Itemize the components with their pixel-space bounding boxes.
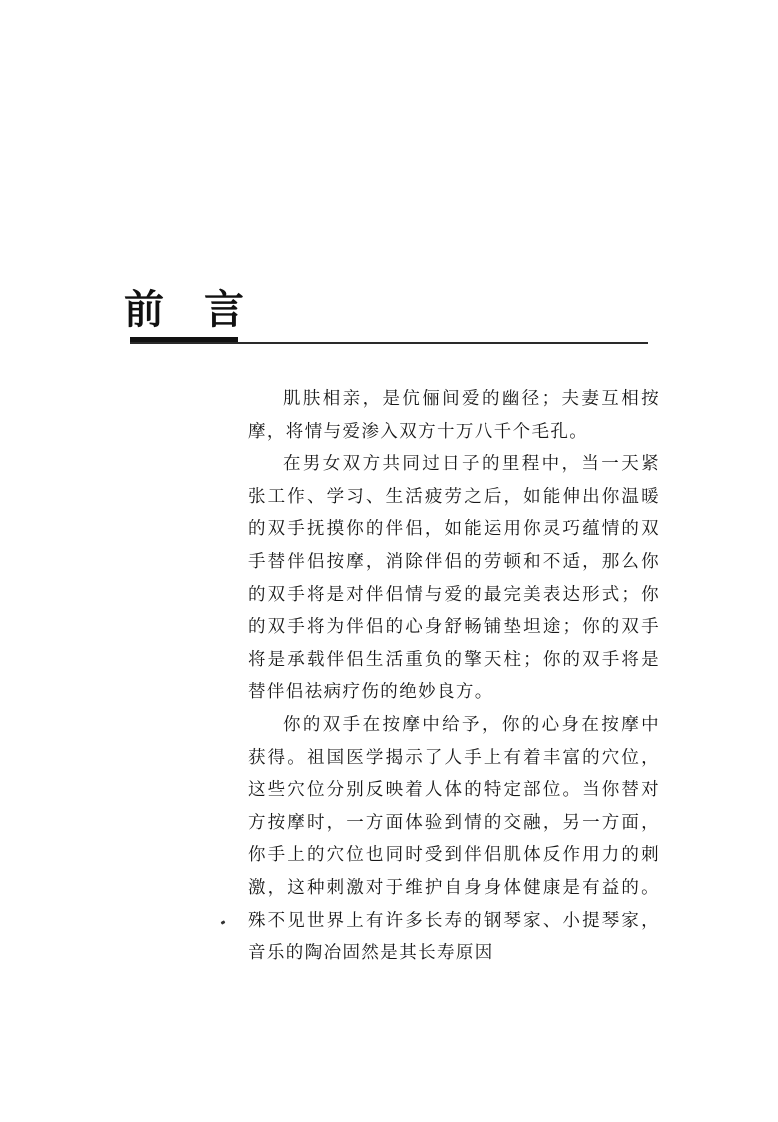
preface-body — [248, 383, 660, 970]
scan-speck — [221, 920, 226, 925]
title-underline-thin — [130, 342, 648, 344]
paragraph-3: 你的双手在按摩中给予，你的心身在按摩中获得。祖国医学揭示了人手上有着丰富的穴位，这些穴位分别反映着人体的特定部位。当你替对方按摩时，一方面体验到情的交融，另一方面，你手上的穴位也同时受到伴侣肌体反作用力的刺激，这种刺激对于维护自身身体健康是有益的。殊不见世界上有许多长寿的钢琴家、小提琴家，音乐的陶冶固然是其长寿原因 — [248, 714, 660, 964]
paragraph-1: 肌肤相亲，是伉俪间爱的幽径；夫妻互相按摩，将情与爱渗入双方十万八千个毛孔。 — [248, 389, 660, 442]
page-title: 前言 — [124, 287, 284, 333]
paragraph-2: 在男女双方共同过日子的里程中，当一天紧张工作、学习、生活疲劳之后，如能伸出你温暖的双手抚摸你的伴侣，如能运用你灵巧蕴情的双手替伴侣按摩，消除伴侣的劳顿和不适，那么你的双手将是对伴侣情与爱的最完美表达形式；你的双手将为伴侣的心身舒畅铺垫坦途；你的双手将是承载伴侣生活重负的擎天柱；你的双手将是替伴侣祛病疗伤的绝妙良方。 — [248, 454, 660, 703]
